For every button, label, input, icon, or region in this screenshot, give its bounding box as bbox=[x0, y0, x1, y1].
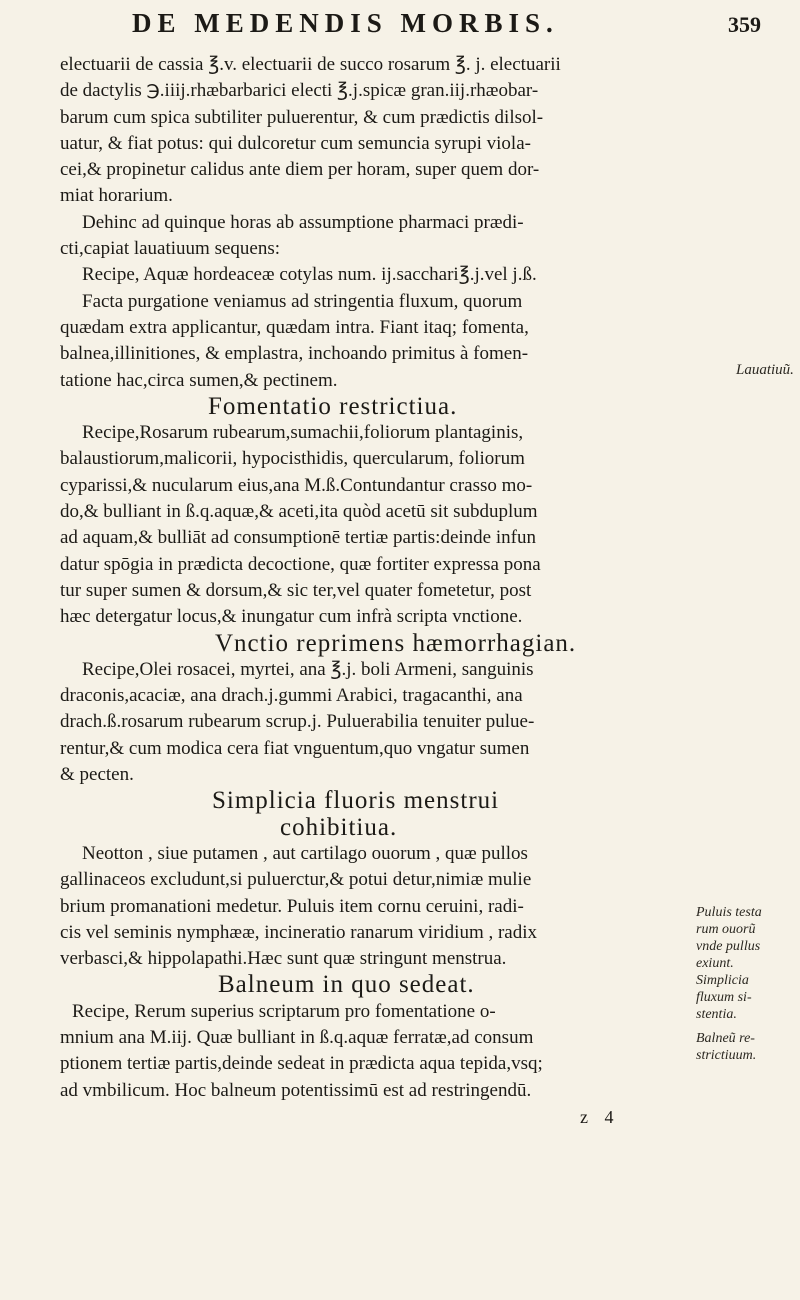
margin-note-line: Balneũ re- bbox=[696, 1031, 755, 1046]
text-line: datur spōgia in prædicta decoctione, quæ fortiter expressa pona bbox=[60, 553, 541, 575]
text-line: quædam extra applicantur, quædam intra. Fiant itaq; fomenta, bbox=[60, 316, 529, 338]
text-line: cyparissi,& nucularum eius,ana M.ß.Contundantur crasso mo- bbox=[60, 474, 533, 496]
margin-note-line: stentia. bbox=[696, 1007, 737, 1022]
text-line: balnea,illinitiones, & emplastra, inchoando primitus à fomen- bbox=[60, 343, 529, 365]
section-heading: Simplicia fluoris menstrui bbox=[212, 787, 500, 815]
text-line: mnium ana M.iij. Quæ bulliant in ß.q.aquæ ferratæ,ad consum bbox=[60, 1026, 534, 1048]
recipe-line: Recipe,Rosarum rubearum,sumachii,foliorum plantaginis, bbox=[82, 422, 524, 444]
text-line: Dehinc ad quinque horas ab assumptione pharmaci prædi- bbox=[82, 211, 524, 233]
page-number: 359 bbox=[728, 12, 761, 37]
text-line: brium promanationi medetur. Puluis item cornu ceruini, radi- bbox=[60, 895, 524, 917]
text-line: cei,& propinetur calidus ante diem per horam, super quem dor- bbox=[60, 159, 540, 181]
text-line: uatur, & fiat potus: qui dulcoretur cum semuncia syrupi viola- bbox=[60, 132, 531, 154]
margin-note-line: strictiuum. bbox=[696, 1048, 757, 1063]
text-line: do,& bulliant in ß.q.aquæ,& aceti,ita quòd acetū sit subduplum bbox=[60, 501, 538, 523]
text-line: tatione hac,circa sumen,& pectinem. bbox=[60, 369, 338, 391]
margin-note-line: Simplicia bbox=[696, 973, 749, 988]
text-line: ptionem tertiæ partis,deinde sedeat in prædicta aqua tepida,vsq; bbox=[60, 1053, 543, 1075]
text-line: rentur,& cum modica cera fiat vnguentum,quo vngatur sumen bbox=[60, 737, 530, 759]
text-line: balaustiorum,malicorii, hypocisthidis, quercularum, foliorum bbox=[60, 448, 525, 470]
text-line: gallinaceos excludunt,si puluerctur,& potui detur,nimiæ mulie bbox=[60, 869, 532, 891]
margin-note-line: exiunt. bbox=[696, 956, 734, 971]
text-line: miat horarium. bbox=[60, 185, 173, 207]
text-line: Neotton , siue putamen , aut cartilago ouorum , quæ pullos bbox=[82, 842, 528, 864]
text-line: de dactylis ℈.iiij.rhæbarbarici electi ℥.j.spicæ gran.iij.rhæobar- bbox=[60, 80, 539, 102]
section-heading: Fomentatio restrictiua. bbox=[208, 392, 458, 420]
section-heading: Vnctio reprimens hæmorrhagian. bbox=[215, 629, 577, 657]
section-heading: cohibitiua. bbox=[280, 813, 398, 841]
margin-note-line: Puluis testa bbox=[696, 905, 762, 920]
page-header bbox=[0, 8, 800, 48]
margin-note-line: vnde pullus bbox=[696, 939, 761, 954]
running-head: DE MEDENDIS MORBIS. bbox=[132, 8, 559, 38]
signature-mark: z 4 bbox=[580, 1106, 620, 1127]
body-text bbox=[60, 52, 728, 1130]
recipe-line: Recipe, Aquæ hordeaceæ cotylas num. ij.sacchari℥.j.vel j.ß. bbox=[82, 264, 537, 286]
text-line: tur super sumen & dorsum,& sic ter,vel quater fometetur, post bbox=[60, 579, 532, 601]
text-line: cis vel seminis nymphææ, incineratio ranarum viridium , radix bbox=[60, 921, 538, 943]
text-line: draconis,acaciæ, ana drach.j.gummi Arabici, tragacanthi, ana bbox=[60, 685, 523, 707]
margin-note-balneum bbox=[696, 1030, 756, 1064]
margin-note-lauatiuum: Lauatiuũ. bbox=[736, 362, 794, 378]
text-line: Facta purgatione veniamus ad stringentia fluxum, quorum bbox=[82, 290, 523, 312]
margin-note-line: fluxum si- bbox=[696, 990, 752, 1005]
margin-note-line: rum ouorũ bbox=[696, 922, 756, 937]
text-line: electuarii de cassia ℥.v. electuarii de succo rosarum ℥. j. electuarii bbox=[60, 54, 561, 75]
recipe-line: Recipe, Rerum superius scriptarum pro fomentatione o- bbox=[72, 1000, 496, 1022]
text-line: hæc detergatur locus,& inungatur cum infrà scripta vnctione. bbox=[60, 606, 523, 628]
margin-note-puluis bbox=[696, 904, 762, 1023]
recipe-line: Recipe,Olei rosacei, myrtei, ana ℥.j. boli Armeni, sanguinis bbox=[82, 658, 534, 680]
text-line: verbasci,& hippolapathi.Hæc sunt quæ stringunt menstrua. bbox=[60, 948, 507, 970]
text-line: cti,capiat lauatiuum sequens: bbox=[60, 238, 281, 260]
section-heading: Balneum in quo sedeat. bbox=[218, 971, 475, 999]
text-line: barum cum spica subtiliter puluerentur, & cum prædictis dilsol- bbox=[60, 106, 544, 128]
text-line: & pecten. bbox=[60, 764, 134, 786]
text-line: ad vmbilicum. Hoc balneum potentissimū est ad restringendū. bbox=[60, 1079, 532, 1101]
text-line: drach.ß.rosarum rubearum scrup.j. Puluerabilia tenuiter pulue- bbox=[60, 711, 535, 733]
text-line: ad aquam,& bulliāt ad consumptionē tertiæ partis:deinde infun bbox=[60, 527, 536, 549]
